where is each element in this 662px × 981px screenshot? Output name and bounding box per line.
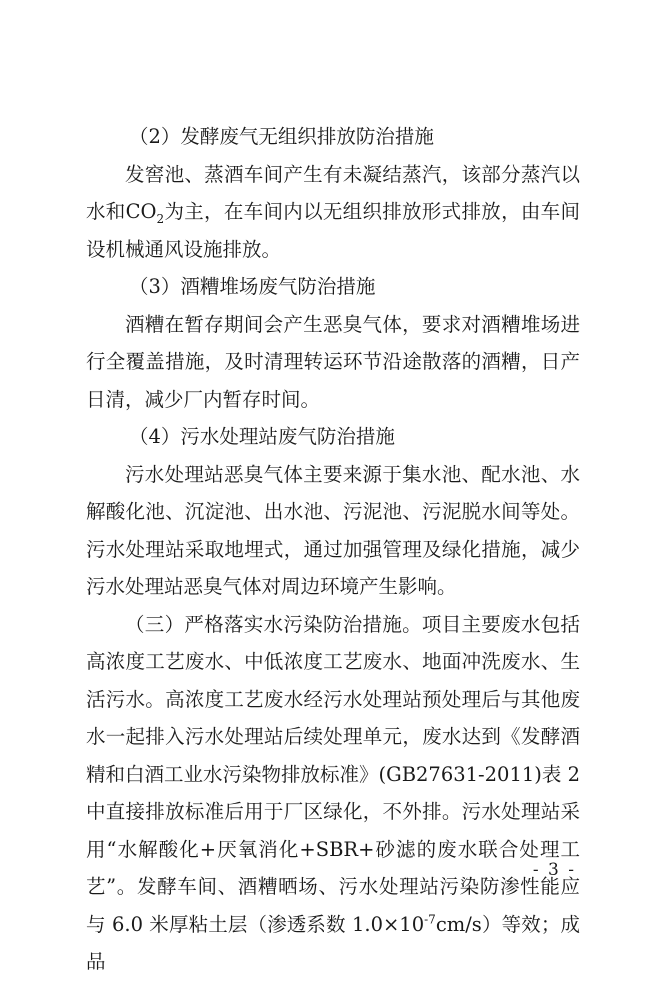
paragraph-text: cm/s）等效；成品 <box>86 912 580 973</box>
section-paragraph-3: 酒糟在暂存期间会产生恶臭气体，要求对酒糟堆场进行全覆盖措施，及时清理转运环节沿途散落的酒糟，日产日清，减少厂内暂存时间。 <box>86 312 580 411</box>
section-heading-4: （4）污水处理站废气防治措施 <box>129 425 395 448</box>
exponent-superscript: -7 <box>424 912 436 926</box>
paragraph-text: 为主，在车间内以无组织排放形式排放，由车间设机械通风设施排放。 <box>86 200 580 261</box>
section-heading-3: （3）酒糟堆场废气防治措施 <box>129 275 376 298</box>
section-heading-2: （2）发酵废气无组织排放防治措施 <box>129 125 434 148</box>
co2-subscript: 2 <box>156 211 165 226</box>
document-body <box>86 118 580 981</box>
water-pollution-paragraph <box>86 606 580 981</box>
section-paragraph-2 <box>86 156 580 269</box>
paragraph-text: （三）严格落实水污染防治措施。项目主要废水包括高浓度工艺废水、中低浓度工艺废水、地面冲洗废水、生活污水。高浓度工艺废水经污水处理站预处理后与其他废水一起排入污水处理站后续处理单元，废水达到《发酵酒精和白酒工业水污染物排放标准》(GB27631-2011)表 2 中直接排放标准后用于厂区绿化，不外排。污水处理站采用“水解酸化+厌氧消化+SBR+砂滤的废水联合处理工艺”。发酵车间、酒糟晒场、污水处理站污染防渗性能应与 6.0 米厚粘土层（渗透系数 1.0×10 <box>86 612 580 936</box>
page-number: - 3 - <box>532 860 576 880</box>
paragraph-text: 发窖池、蒸酒车间产生有未凝结蒸汽，该部分蒸汽以水和CO <box>86 162 580 223</box>
section-paragraph-4: 污水处理站恶臭气体主要来源于集水池、配水池、水解酸化池、沉淀池、出水池、污泥池、污泥脱水间等处。污水处理站采取地埋式，通过加强管理及绿化措施，减少污水处理站恶臭气体对周边环境产生影响。 <box>86 462 580 598</box>
